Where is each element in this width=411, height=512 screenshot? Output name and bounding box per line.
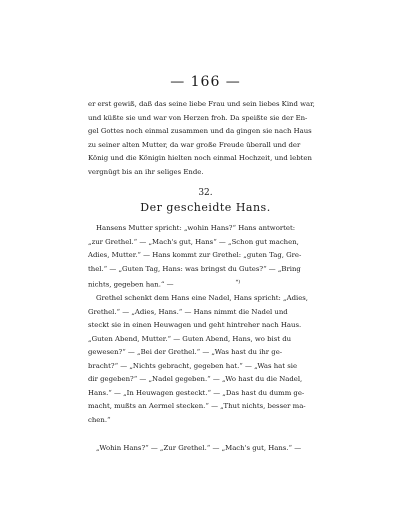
text-line: gel Gottes noch einmal zusammen und da gingen sie nach Haus bbox=[88, 127, 312, 135]
chapter-number: 32. bbox=[198, 188, 213, 198]
paragraph-1 bbox=[88, 222, 342, 292]
text-line: „Guten Abend, Mutter.“ — Guten Abend, Hans, wo bist du bbox=[88, 334, 292, 343]
text-line: macht, mußts an Aermel stecken.“ — „Thut nichts, besser ma- bbox=[88, 402, 306, 410]
text-line: zu seiner alten Mutter, da war große Freude überall und der bbox=[88, 140, 301, 149]
paragraph-2 bbox=[88, 292, 342, 427]
text-line: „zur Grethel.“ — „Mach's gut, Hans“ — „Schon gut machen, bbox=[88, 237, 299, 246]
top-paragraph bbox=[88, 98, 342, 179]
text-line: Hansens Mutter spricht: „wohin Hans?“ Hans antwortet: bbox=[96, 224, 296, 232]
text-line: gewesen?“ — „Bei der Grethel.“ — „Was hast du ihr ge- bbox=[88, 348, 283, 356]
text-line: dir gegeben?“ — „Nadel gegeben.“ — „Wo hast du die Nadel, bbox=[88, 375, 303, 383]
text-line: bracht?“ — „Nichts gebracht, gegeben hat.“ — „Was hat sie bbox=[88, 361, 298, 370]
chapter-title: Der gescheidte Hans. bbox=[140, 201, 271, 214]
text-line: König und die Königin hielten noch einmal Hochzeit, und lebten bbox=[88, 154, 312, 162]
text-line: Adies, Mutter.“ — Hans kommt zur Grethel: „guten Tag, Gre- bbox=[88, 251, 302, 259]
text-line: Grethel schenkt dem Hans eine Nadel, Hans spricht: „Adies, bbox=[96, 294, 309, 302]
text-line: „Wohin Hans?“ — „Zur Grethel.“ — „Mach's gut, Hans.“ — bbox=[96, 444, 302, 452]
text-fragment: nichts, gegeben han.“ — bbox=[88, 280, 174, 289]
text-line: er erst gewiß, daß das seine liebe Frau und sein liebes Kind war, bbox=[88, 100, 315, 108]
text-line: steckt sie in einen Heuwagen und geht hintreher nach Haus. bbox=[88, 321, 302, 329]
text-line: vergnügt bis an ihr seliges Ende. bbox=[88, 167, 204, 176]
text-line: Grethel.“ — „Adies, Hans.“ — Hans nimmt die Nadel und bbox=[88, 307, 288, 316]
text-line: chen.“ bbox=[88, 415, 111, 424]
text-line: Hans.“ — „In Heuwagen gesteckt.“ — „Das hast du dumm ge- bbox=[88, 388, 305, 397]
text-line bbox=[88, 276, 342, 292]
text-line: thel.“ — „Guten Tag, Hans: was bringst du Gutes?“ — „Bring bbox=[88, 264, 301, 273]
text-line: und küßte sie und war von Herzen froh. Da speißte sie der En- bbox=[88, 113, 308, 122]
page-number: — 166 — bbox=[170, 74, 241, 90]
footnote-mark: *) bbox=[235, 279, 241, 285]
paragraph-3 bbox=[88, 442, 342, 456]
